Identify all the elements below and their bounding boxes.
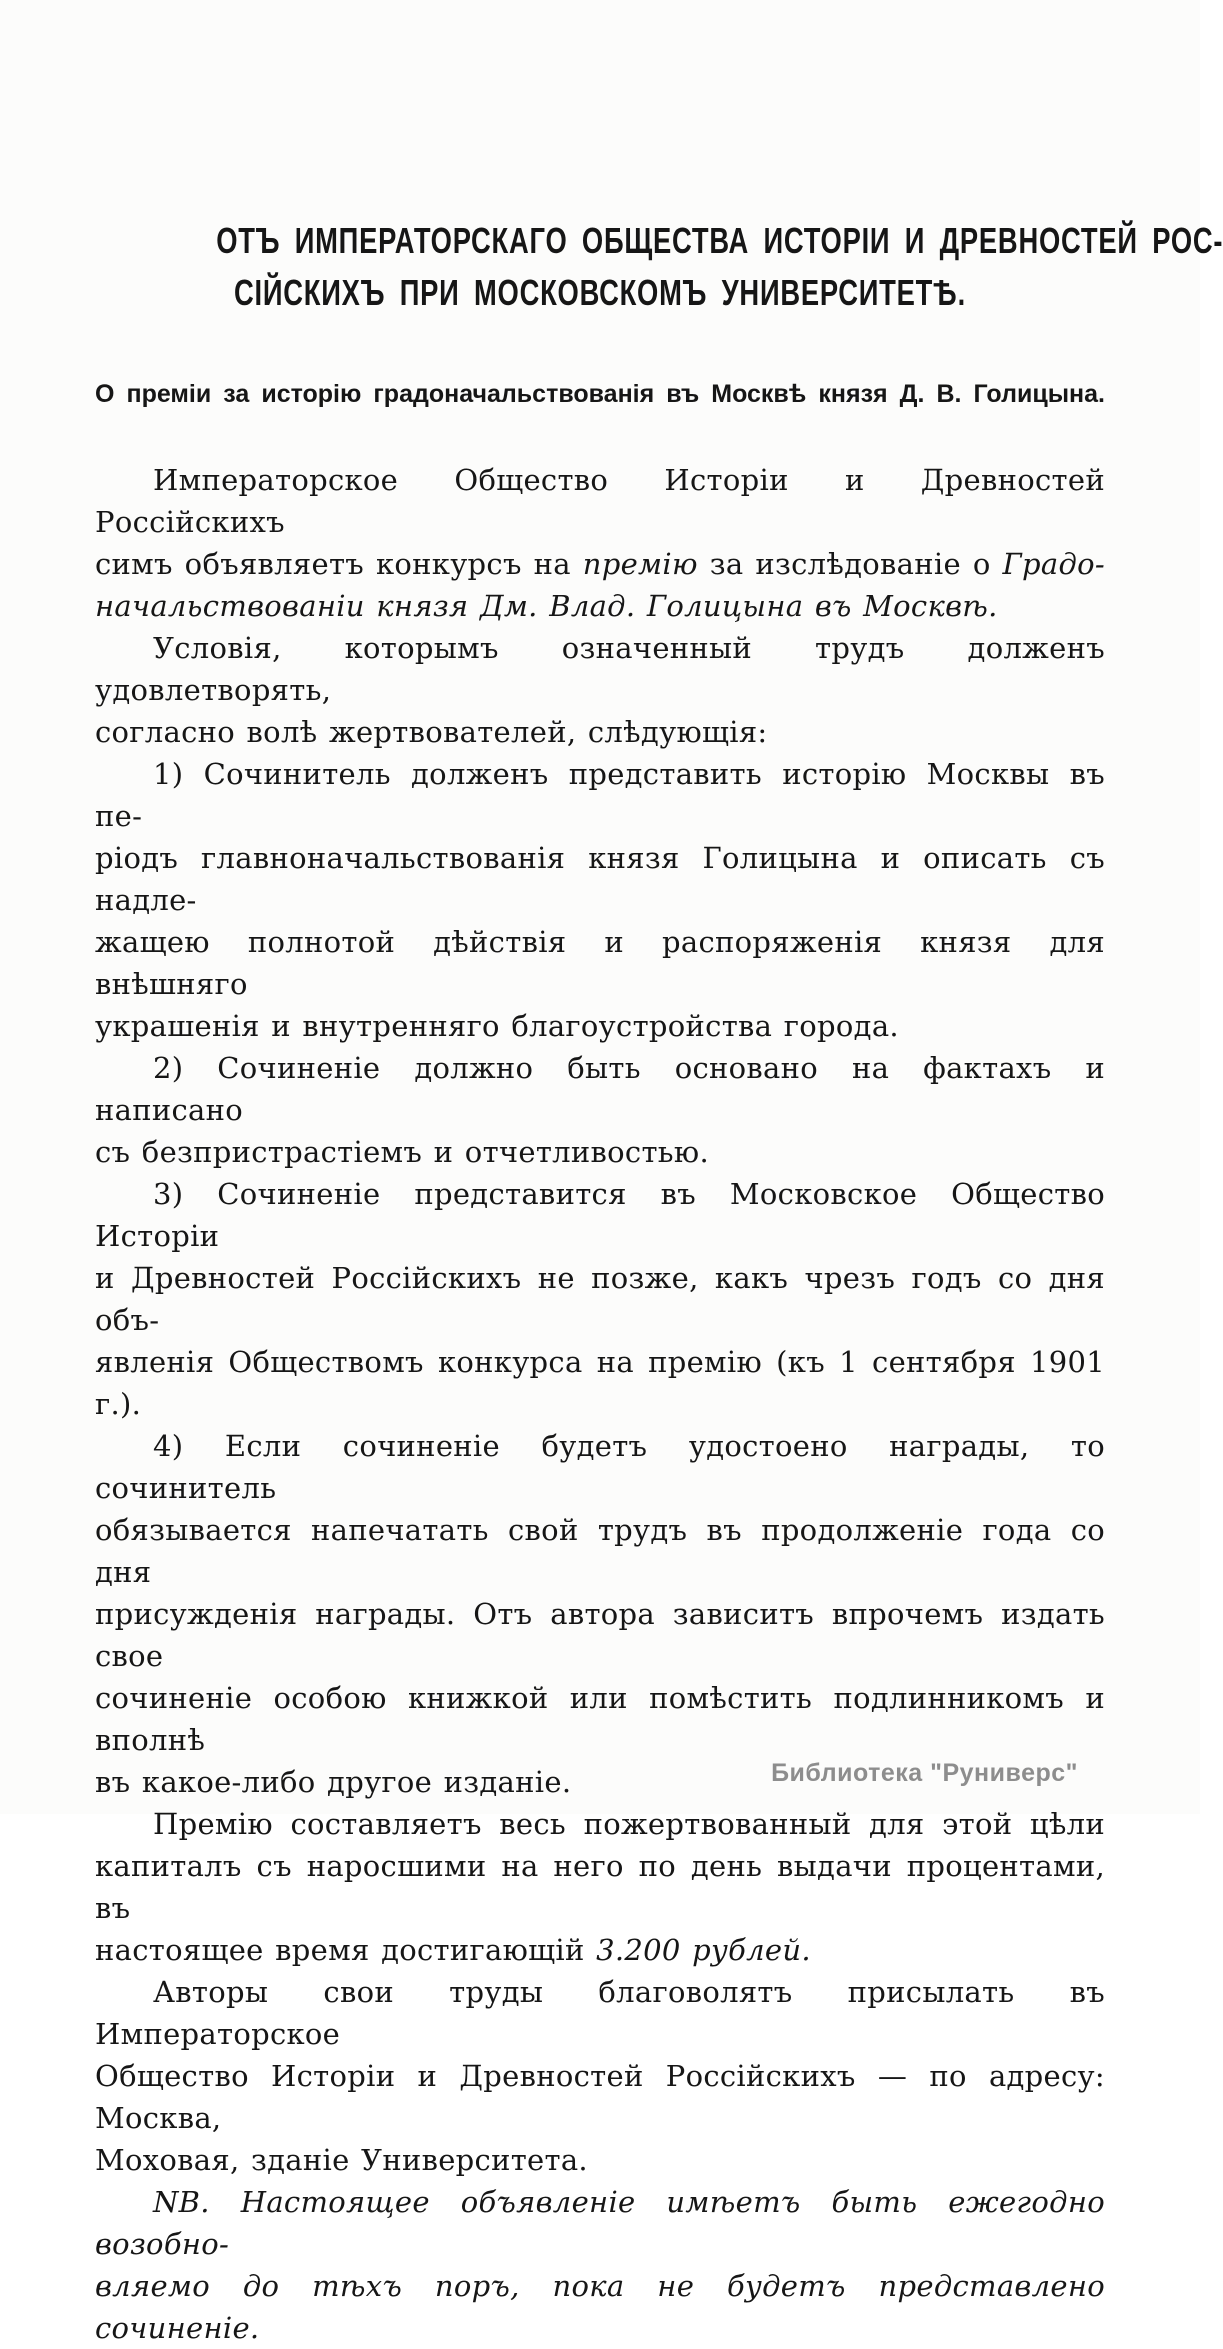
italic-text-segment: Градо- bbox=[1002, 547, 1105, 581]
text-segment: Общество Исторіи и Древностей Россійскихъ — по адресу: Москва, bbox=[95, 2059, 1105, 2135]
text-line bbox=[95, 1047, 1105, 1131]
text-line bbox=[95, 1677, 1105, 1761]
text-line bbox=[95, 627, 1105, 711]
text-segment: согласно волѣ жертвователей, слѣдующія: bbox=[95, 715, 768, 749]
text-segment: жащею полнотой дѣйствія и распоряженія князя для внѣшняго bbox=[95, 925, 1105, 1001]
text-segment: Авторы свои труды благоволятъ присылать въ Императорское bbox=[95, 1975, 1105, 2051]
document-body bbox=[95, 459, 1105, 2349]
text-line bbox=[95, 921, 1105, 1005]
text-segment: обязывается напечатать свой трудъ въ продолженіе года со дня bbox=[95, 1513, 1105, 1589]
text-line bbox=[95, 711, 1105, 753]
text-line bbox=[95, 1971, 1105, 2055]
italic-text-segment: премію bbox=[582, 547, 698, 581]
italic-text-segment: NB. Настоящее объявленіе имѣетъ быть ежегодно возобно- bbox=[95, 2185, 1105, 2261]
text-line bbox=[95, 1929, 1105, 1971]
text-line bbox=[95, 753, 1105, 837]
text-segment: явленія Обществомъ конкурса на премію (къ 1 сентября 1901 г.). bbox=[95, 1345, 1105, 1421]
text-line bbox=[95, 543, 1105, 585]
text-line bbox=[95, 2139, 1105, 2181]
text-line bbox=[95, 1593, 1105, 1677]
text-line bbox=[95, 1131, 1105, 1173]
text-segment: 2) Сочиненіе должно быть основано на фактахъ и написано bbox=[95, 1051, 1105, 1127]
text-segment: въ какое-либо другое изданіе. bbox=[95, 1765, 572, 1799]
italic-text-segment: вляемо до тѣхъ поръ, пока не будетъ представлено сочиненіе. bbox=[95, 2269, 1105, 2345]
text-segment: украшенія и внутренняго благоустройства города. bbox=[95, 1009, 899, 1043]
text-line bbox=[95, 1257, 1105, 1341]
text-line bbox=[95, 1845, 1105, 1929]
document-subtitle: О преміи за исторію градоначальствованія въ Москвѣ князя Д. В. Голицына. bbox=[95, 380, 1105, 408]
text-line bbox=[95, 837, 1105, 921]
text-line bbox=[95, 1425, 1105, 1509]
text-line bbox=[95, 1341, 1105, 1425]
text-segment: Условія, которымъ означенный трудъ долженъ удовлетворять, bbox=[95, 631, 1105, 707]
text-line bbox=[95, 2055, 1105, 2139]
text-segment: 3) Сочиненіе представится въ Московское Общество Исторіи bbox=[95, 1177, 1105, 1253]
text-line bbox=[95, 2181, 1105, 2265]
text-segment: и Древностей Россійскихъ не позже, какъ чрезъ годъ со дня объ- bbox=[95, 1261, 1105, 1337]
text-line bbox=[95, 585, 1105, 627]
text-segment: присужденія награды. Отъ автора зависитъ впрочемъ издать свое bbox=[95, 1597, 1105, 1673]
text-segment: симъ объявляетъ конкурсъ на bbox=[95, 547, 583, 581]
title-line-1: ОТЪ ИМПЕРАТОРСКАГО ОБЩЕСТВА ИСТОРІИ И ДРЕВНОСТЕЙ РОС- bbox=[216, 220, 1223, 261]
text-segment: ріодъ главноначальствованія князя Голицына и описать съ надле- bbox=[95, 841, 1105, 917]
text-segment: за изслѣдованіе о bbox=[697, 547, 1003, 581]
text-segment: настоящее время достигающій bbox=[95, 1933, 597, 1967]
library-watermark: Библиотека "Руниверс" bbox=[771, 1759, 1078, 1787]
document-title bbox=[95, 215, 1223, 319]
italic-text-segment: 3.200 рублей. bbox=[596, 1933, 811, 1967]
text-segment: съ безпристрастіемъ и отчетливостью. bbox=[95, 1135, 709, 1169]
text-line bbox=[95, 2265, 1105, 2349]
text-segment: капиталъ съ наросшими на него по день выдачи процентами, въ bbox=[95, 1849, 1105, 1925]
text-segment: Моховая, зданіе Университета. bbox=[95, 2143, 588, 2177]
text-line bbox=[95, 1005, 1105, 1047]
text-segment: Императорское Общество Исторіи и Древностей Россійскихъ bbox=[95, 463, 1105, 539]
text-segment: Премію составляетъ весь пожертвованный для этой цѣли bbox=[153, 1807, 1105, 1841]
text-segment: 4) Если сочиненіе будетъ удостоено награды, то сочинитель bbox=[95, 1429, 1105, 1505]
text-line bbox=[95, 1173, 1105, 1257]
text-line bbox=[95, 1803, 1105, 1845]
text-segment: 1) Сочинитель долженъ представить исторію Москвы въ пе- bbox=[95, 757, 1105, 833]
text-line bbox=[95, 1509, 1105, 1593]
italic-text-segment: начальствованіи князя Дм. Влад. Голицына въ Москвѣ. bbox=[95, 589, 998, 623]
text-segment: сочиненіе особою книжкой или помѣстить подлинникомъ и вполнѣ bbox=[95, 1681, 1105, 1757]
title-line-2: СІЙСКИХЪ ПРИ МОСКОВСКОМЪ УНИВЕРСИТЕТѢ. bbox=[233, 272, 967, 313]
text-line bbox=[95, 459, 1105, 543]
